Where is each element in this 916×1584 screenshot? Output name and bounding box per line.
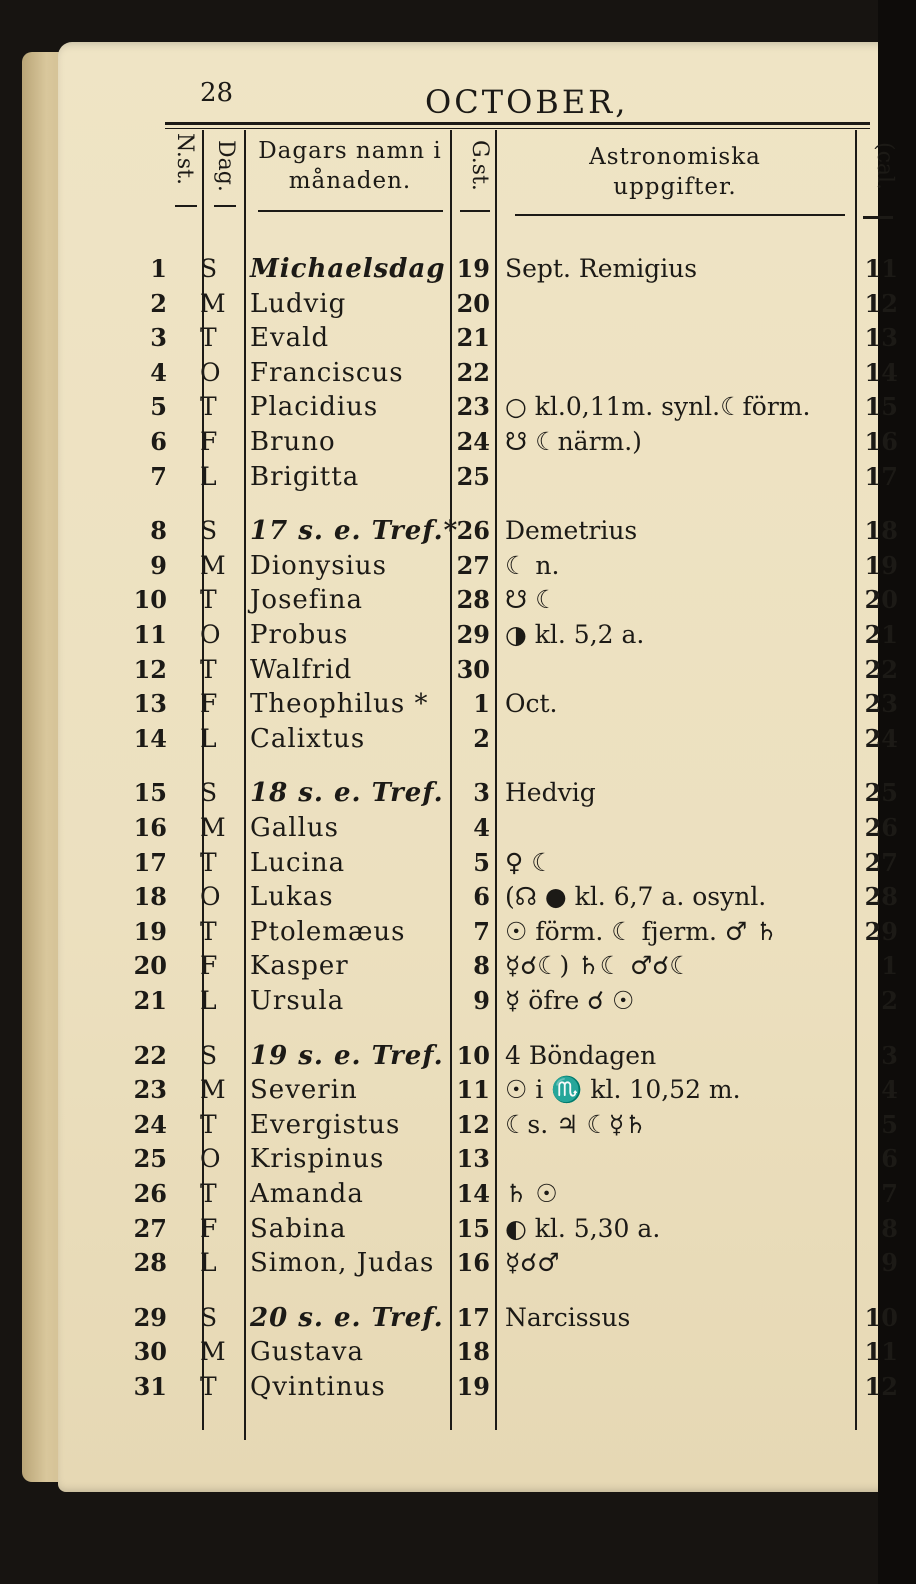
day-name: Dionysius bbox=[250, 550, 387, 581]
calendar-row bbox=[0, 252, 916, 286]
header-underline bbox=[214, 205, 236, 207]
lunar-day: 6 bbox=[881, 1144, 898, 1174]
old-style-date: 19 bbox=[456, 254, 490, 283]
weekday-letter: T bbox=[200, 323, 217, 353]
weekday-letter: O bbox=[200, 882, 221, 912]
lunar-day: 8 bbox=[881, 1213, 898, 1243]
lunar-day: 11 bbox=[864, 254, 898, 283]
astronomical-note: Demetrius bbox=[505, 516, 638, 546]
day-name: Krispinus bbox=[250, 1144, 385, 1175]
old-style-date: 3 bbox=[473, 778, 490, 808]
astronomical-note: ◑ kl. 5,2 a. bbox=[505, 620, 645, 649]
day-name: Michaelsdag bbox=[250, 254, 446, 284]
weekday-letter: T bbox=[200, 585, 217, 615]
calendar-row bbox=[0, 583, 916, 617]
weekday-letter: L bbox=[200, 986, 217, 1015]
day-name: Qvintinus bbox=[250, 1372, 386, 1402]
old-style-date: 19 bbox=[456, 1372, 490, 1401]
calendar-row bbox=[0, 1335, 916, 1369]
lunar-day: 25 bbox=[864, 778, 898, 808]
calendar-row bbox=[0, 321, 916, 355]
calendar-row bbox=[0, 846, 916, 880]
page-number: 28 bbox=[200, 78, 234, 108]
lunar-day: 2 bbox=[881, 986, 898, 1015]
astronomical-note: ♀ ☾ bbox=[505, 847, 554, 877]
day-number: 28 bbox=[133, 1248, 167, 1278]
old-style-date: 16 bbox=[456, 1248, 490, 1278]
weekday-letter: S bbox=[200, 1302, 218, 1332]
weekday-letter: M bbox=[200, 1075, 226, 1105]
day-number: 30 bbox=[133, 1337, 167, 1367]
weekday-letter: F bbox=[200, 427, 218, 456]
lunar-day: 4 bbox=[881, 1075, 898, 1105]
day-name: Sabina bbox=[250, 1213, 347, 1244]
weekday-letter: T bbox=[200, 1372, 217, 1401]
header-underline bbox=[175, 205, 197, 207]
astronomical-note: ☿☌☾) ♄☾ ♂☌☾ bbox=[505, 951, 692, 981]
astronomical-note: ☾s. ♃ ☾☿♄ bbox=[505, 1109, 647, 1139]
astronomical-note: 4 Böndagen bbox=[505, 1040, 657, 1070]
lunar-day: 29 bbox=[864, 916, 898, 946]
day-name: Kasper bbox=[250, 951, 349, 982]
calendar-row bbox=[0, 618, 916, 652]
column-header-astronomy: Astronomiska uppgifter. bbox=[589, 144, 761, 200]
old-style-date: 25 bbox=[456, 461, 490, 491]
lunar-day: 28 bbox=[864, 882, 898, 912]
astronomical-note: ◐ kl. 5,30 a. bbox=[505, 1213, 661, 1243]
day-name: Evald bbox=[250, 323, 330, 354]
astronomical-note: Narcissus bbox=[505, 1302, 631, 1332]
old-style-date: 24 bbox=[456, 427, 490, 456]
day-name: Franciscus bbox=[250, 357, 404, 388]
calendar-row bbox=[0, 390, 916, 424]
column-header-names: Dagars namn i månaden. bbox=[258, 138, 442, 194]
old-style-date: 28 bbox=[456, 585, 490, 615]
header-rule bbox=[165, 122, 870, 125]
day-name: Gallus bbox=[250, 813, 339, 843]
lunar-day: 7 bbox=[881, 1179, 898, 1208]
old-style-date: 6 bbox=[473, 882, 490, 912]
weekday-letter: T bbox=[200, 916, 217, 946]
day-name: Evergistus bbox=[250, 1109, 401, 1140]
old-style-date: 4 bbox=[473, 813, 490, 842]
calendar-row bbox=[0, 549, 916, 583]
astronomical-note: Sept. Remigius bbox=[505, 254, 698, 283]
day-name: Lucina bbox=[250, 847, 346, 878]
weekday-letter: F bbox=[200, 689, 218, 719]
day-name: Josefina bbox=[250, 585, 363, 616]
lunar-day: 11 bbox=[864, 1337, 898, 1367]
lunar-day: 26 bbox=[864, 813, 898, 842]
day-name: Ursula bbox=[250, 986, 345, 1016]
old-style-date: 11 bbox=[456, 1075, 490, 1105]
old-style-date: 29 bbox=[456, 620, 490, 649]
old-style-date: 7 bbox=[473, 916, 490, 946]
header-underline bbox=[515, 214, 845, 216]
day-number: 10 bbox=[133, 585, 167, 615]
day-number: 21 bbox=[133, 986, 167, 1015]
calendar-row bbox=[0, 653, 916, 687]
calendar-row bbox=[0, 1073, 916, 1107]
column-header-weekday: Dag. bbox=[213, 140, 238, 192]
calendar-row bbox=[0, 425, 916, 459]
old-style-date: 27 bbox=[456, 550, 490, 580]
lunar-day: 22 bbox=[864, 654, 898, 684]
weekday-letter: L bbox=[200, 723, 217, 753]
astronomical-note: ☿☌♂ bbox=[505, 1248, 560, 1278]
day-number: 27 bbox=[133, 1213, 167, 1243]
lunar-day: 24 bbox=[864, 723, 898, 753]
lunar-day: 20 bbox=[864, 585, 898, 615]
lunar-day: 1 bbox=[881, 951, 898, 981]
weekday-letter: T bbox=[200, 654, 217, 684]
day-name: Simon, Judas bbox=[250, 1248, 435, 1279]
day-name: 18 s. e. Tref. bbox=[250, 778, 444, 809]
weekday-letter: M bbox=[200, 1337, 226, 1367]
day-number: 15 bbox=[133, 778, 167, 808]
old-style-date: 20 bbox=[456, 288, 490, 318]
weekday-letter: T bbox=[200, 392, 217, 422]
calendar-row bbox=[0, 1177, 916, 1211]
calendar-row bbox=[0, 1212, 916, 1246]
day-name: 17 s. e. Tref.* bbox=[250, 516, 459, 547]
calendar-row bbox=[0, 1108, 916, 1142]
day-number: 23 bbox=[133, 1075, 167, 1105]
day-number: 12 bbox=[133, 654, 167, 684]
weekday-letter: M bbox=[200, 550, 226, 580]
old-style-date: 12 bbox=[456, 1109, 490, 1139]
day-number: 24 bbox=[133, 1109, 167, 1139]
old-style-date: 1 bbox=[473, 689, 490, 719]
calendar-row bbox=[0, 356, 916, 390]
old-style-date: 9 bbox=[473, 986, 490, 1015]
day-number: 4 bbox=[150, 357, 167, 387]
day-number: 16 bbox=[133, 813, 167, 842]
astronomical-note: ○ kl.0,11m. synl.☾förm. bbox=[505, 392, 811, 422]
lunar-day: 19 bbox=[864, 550, 898, 580]
weekday-letter: F bbox=[200, 1213, 218, 1243]
astronomical-note: Hedvig bbox=[505, 778, 596, 808]
day-number: 6 bbox=[150, 427, 167, 456]
weekday-letter: L bbox=[200, 461, 217, 491]
old-style-date: 14 bbox=[456, 1179, 490, 1208]
day-name: Ptolemæus bbox=[250, 916, 406, 947]
calendar-row bbox=[0, 1142, 916, 1176]
day-number: 7 bbox=[150, 461, 167, 491]
lunar-day: 12 bbox=[864, 288, 898, 318]
column-header-lunar: (cal. bbox=[872, 142, 897, 191]
lunar-day: 17 bbox=[864, 461, 898, 491]
day-number: 19 bbox=[133, 916, 167, 946]
weekday-letter: L bbox=[200, 1248, 217, 1278]
old-style-date: 22 bbox=[456, 357, 490, 387]
astronomical-note: ☉ i ♏ kl. 10,52 m. bbox=[505, 1075, 741, 1105]
calendar-row bbox=[0, 722, 916, 756]
weekday-letter: O bbox=[200, 357, 221, 387]
calendar-row bbox=[0, 811, 916, 845]
day-number: 5 bbox=[150, 392, 167, 422]
day-name: Theophilus * bbox=[250, 689, 429, 720]
day-number: 2 bbox=[150, 288, 167, 318]
day-number: 26 bbox=[133, 1179, 167, 1208]
astronomical-note: ♄ ☉ bbox=[505, 1179, 558, 1208]
day-name: Ludvig bbox=[250, 288, 347, 319]
day-number: 22 bbox=[133, 1040, 167, 1070]
calendar-row bbox=[0, 776, 916, 810]
old-style-date: 13 bbox=[456, 1144, 490, 1174]
lunar-day: 14 bbox=[864, 357, 898, 387]
lunar-day: 10 bbox=[864, 1302, 898, 1332]
weekday-letter: O bbox=[200, 620, 221, 649]
astronomical-note: ☋ ☾närm.) bbox=[505, 427, 642, 456]
day-number: 13 bbox=[133, 689, 167, 719]
calendar-row bbox=[0, 1246, 916, 1280]
old-style-date: 8 bbox=[473, 951, 490, 981]
day-number: 9 bbox=[150, 550, 167, 580]
calendar-row bbox=[0, 1301, 916, 1335]
weekday-letter: S bbox=[200, 778, 218, 808]
weekday-letter: O bbox=[200, 1144, 221, 1174]
day-name: Walfrid bbox=[250, 654, 353, 685]
weekday-letter: T bbox=[200, 847, 217, 877]
day-number: 17 bbox=[133, 847, 167, 877]
header-underline bbox=[258, 210, 443, 212]
header-underline bbox=[863, 216, 893, 219]
day-number: 25 bbox=[133, 1144, 167, 1174]
day-name: Lukas bbox=[250, 882, 334, 913]
calendar-row bbox=[0, 514, 916, 548]
lunar-day: 3 bbox=[881, 1040, 898, 1070]
calendar-row bbox=[0, 1370, 916, 1404]
weekday-letter: S bbox=[200, 1040, 218, 1070]
calendar-row bbox=[0, 460, 916, 494]
old-style-date: 17 bbox=[456, 1302, 490, 1332]
old-style-date: 21 bbox=[456, 323, 490, 353]
astronomical-note: ☿ öfre ☌ ☉ bbox=[505, 986, 635, 1015]
astronomical-note: ☾ n. bbox=[505, 550, 560, 580]
lunar-day: 16 bbox=[864, 427, 898, 456]
day-number: 1 bbox=[150, 254, 167, 283]
day-name: Placidius bbox=[250, 392, 379, 423]
lunar-day: 12 bbox=[864, 1372, 898, 1401]
calendar-row bbox=[0, 949, 916, 983]
astronomical-note: ☋ ☾ bbox=[505, 585, 558, 615]
calendar-row bbox=[0, 1039, 916, 1073]
day-name: Gustava bbox=[250, 1337, 364, 1368]
day-number: 18 bbox=[133, 882, 167, 912]
month-title: OCTOBER, bbox=[425, 83, 629, 121]
lunar-day: 5 bbox=[881, 1109, 898, 1139]
old-style-date: 5 bbox=[473, 847, 490, 877]
day-number: 31 bbox=[133, 1372, 167, 1401]
day-name: Severin bbox=[250, 1075, 358, 1106]
weekday-letter: S bbox=[200, 516, 218, 546]
calendar-row bbox=[0, 984, 916, 1018]
weekday-letter: M bbox=[200, 813, 226, 842]
day-name: 19 s. e. Tref. bbox=[250, 1040, 444, 1071]
header-rule-thin bbox=[165, 128, 870, 129]
lunar-day: 15 bbox=[864, 392, 898, 422]
calendar-row bbox=[0, 915, 916, 949]
old-style-date: 30 bbox=[456, 654, 490, 684]
day-number: 14 bbox=[133, 723, 167, 753]
day-name: Bruno bbox=[250, 427, 336, 457]
calendar-row bbox=[0, 880, 916, 914]
calendar-row bbox=[0, 687, 916, 721]
lunar-day: 27 bbox=[864, 847, 898, 877]
day-number: 3 bbox=[150, 323, 167, 353]
old-style-date: 2 bbox=[473, 723, 490, 753]
lunar-day: 21 bbox=[864, 620, 898, 649]
calendar-row bbox=[0, 287, 916, 321]
day-number: 11 bbox=[133, 620, 167, 649]
weekday-letter: S bbox=[200, 254, 218, 283]
astronomical-note: (☊ ● kl. 6,7 a. osynl. bbox=[505, 882, 767, 912]
column-header-old-style: G.st. bbox=[467, 140, 492, 191]
lunar-day: 9 bbox=[881, 1248, 898, 1278]
lunar-day: 23 bbox=[864, 689, 898, 719]
astronomical-note: ☉ förm. ☾ fjerm. ♂ ♄ bbox=[505, 916, 778, 946]
weekday-letter: F bbox=[200, 951, 218, 981]
old-style-date: 23 bbox=[456, 392, 490, 422]
header-underline bbox=[460, 210, 490, 212]
old-style-date: 15 bbox=[456, 1213, 490, 1243]
day-number: 8 bbox=[150, 516, 167, 546]
day-name: Brigitta bbox=[250, 461, 360, 492]
weekday-letter: M bbox=[200, 288, 226, 318]
day-number: 29 bbox=[133, 1302, 167, 1332]
day-name: Probus bbox=[250, 620, 349, 650]
weekday-letter: T bbox=[200, 1179, 217, 1208]
day-name: Calixtus bbox=[250, 723, 366, 754]
day-number: 20 bbox=[133, 951, 167, 981]
weekday-letter: T bbox=[200, 1109, 217, 1139]
old-style-date: 26 bbox=[456, 516, 490, 546]
column-header-new-style: N.st. bbox=[172, 133, 197, 185]
old-style-date: 10 bbox=[456, 1040, 490, 1070]
lunar-day: 13 bbox=[864, 323, 898, 353]
day-name: 20 s. e. Tref. bbox=[250, 1302, 444, 1333]
lunar-day: 18 bbox=[864, 516, 898, 546]
old-style-date: 18 bbox=[456, 1337, 490, 1367]
day-name: Amanda bbox=[250, 1179, 364, 1209]
astronomical-note: Oct. bbox=[505, 689, 558, 719]
